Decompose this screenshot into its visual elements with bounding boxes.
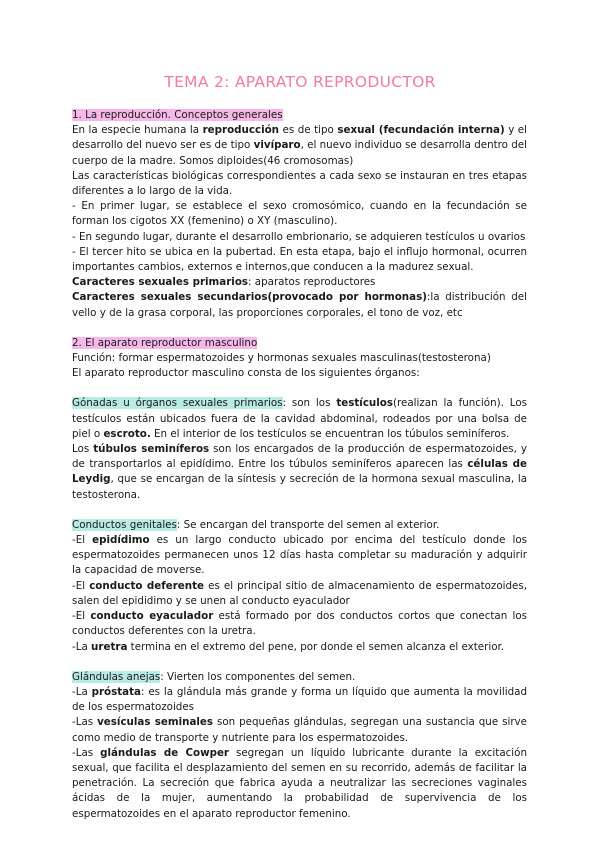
list-item: -La uretra termina en el extremo del pene, por donde el semen alcanza el exterior. [72, 640, 505, 653]
document-body [72, 108, 527, 822]
section-2-heading: 2. El aparato reproductor masculino [72, 336, 258, 349]
paragraph: El aparato reproductor masculino consta de los siguientes órganos: [72, 367, 420, 380]
paragraph: Caracteres sexuales secundarios(provocado por hormonas):la distribución del vello y de la grasa corporal, las proporciones corporales, el tono de voz, etc [72, 291, 527, 319]
tubulos-paragraph: Los túbulos seminíferos son los encargados de la producción de espermatozoides, y de transportarlos al epidídimo. Entre los túbulos seminíferos aparecen las células de Leydig, que se encargan de la síntesis y secreción de la hormona sexual masculina, la testosterona. [72, 443, 528, 501]
paragraph: Las características biológicas correspondientes a cada sexo se instauran en tres etapas diferentes a lo largo de la vida. [72, 169, 527, 198]
page-title: TEMA 2: APARATO REPRODUCTOR [164, 73, 436, 91]
bullet-item: - En primer lugar, se establece el sexo cromosómico, cuando en la fecundación se forman los cigotos XX (femenino) o XY (masculino). [72, 200, 527, 228]
list-item: -El epidídimo es un largo conducto ubicado por encima del testículo donde los espermatozoides permanecen unos 12 días hasta completar su maduración y adquirir la capacidad de moverse. [72, 534, 528, 577]
bullet-item: - El tercer hito se ubica en la pubertad. En esta etapa, bajo el influjo hormonal, ocurren importantes cambios, externos e internos,que conducen a la madurez sexual. [72, 245, 527, 274]
paragraph: Caracteres sexuales primarios: aparatos reproductores [72, 276, 376, 289]
gonadas-paragraph: Gónadas u órganos sexuales primarios: son los testículos(realizan la función). Los testículos están ubicados fuera de la cavidad abdominal, rodeados por una bolsa de piel o escroto. En el interior de los testículos se encuentran los túbulos seminíferos. [72, 397, 527, 440]
list-item: -Las glándulas de Cowper segregan un líquido lubricante durante la excitación sexual, que facilita el desplazamiento del semen en su recorrido, además de facilitar la penetración. La secreción que fabrica ayuda a neutralizar las secreciones vaginales ácidas de la mujer, aumentando la probabilidad de supervivencia de los espermatozoides en el aparato reproductor femenino. [72, 746, 527, 820]
bullet-item: - En segundo lugar, durante el desarrollo embrionario, se adquieren testículos u ovarios [72, 230, 526, 243]
list-item: -La próstata: es la glándula más grande y forma un líquido que aumenta la movilidad de los espermatozoides [72, 685, 527, 714]
section-1-heading: 1. La reproducción. Conceptos generales [72, 109, 283, 121]
glandulas-heading: Glándulas anejas: Vierten los componentes del semen. [72, 670, 356, 683]
list-item: -Las vesículas seminales son pequeñas glándulas, segregan una sustancia que sirve como medio de transporte y nutriente para los espermatozoides. [72, 716, 527, 744]
list-item: -El conducto deferente es el principal sitio de almacenamiento de espermatozoides, salen del epididimo y se unen al conducto eyaculador [72, 579, 527, 607]
list-item: -El conducto eyaculador está formado por dos conductos cortos que conectan los conductos deferentes con la uretra. [72, 610, 528, 638]
conductos-heading: Conductos genitales: Se encargan del transporte del semen al exterior. [72, 518, 440, 531]
paragraph: Función: formar espermatozoides y hormonas sexuales masculinas(testosterona) [72, 352, 491, 365]
paragraph: En la especie humana la reproducción es de tipo sexual (fecundación interna) y el desarrollo del nuevo ser es de tipo vivíparo, el nuevo individuo se desarrolla dentro del cuerpo de la madre. Somos diploides(46 cromosomas) [72, 124, 527, 167]
